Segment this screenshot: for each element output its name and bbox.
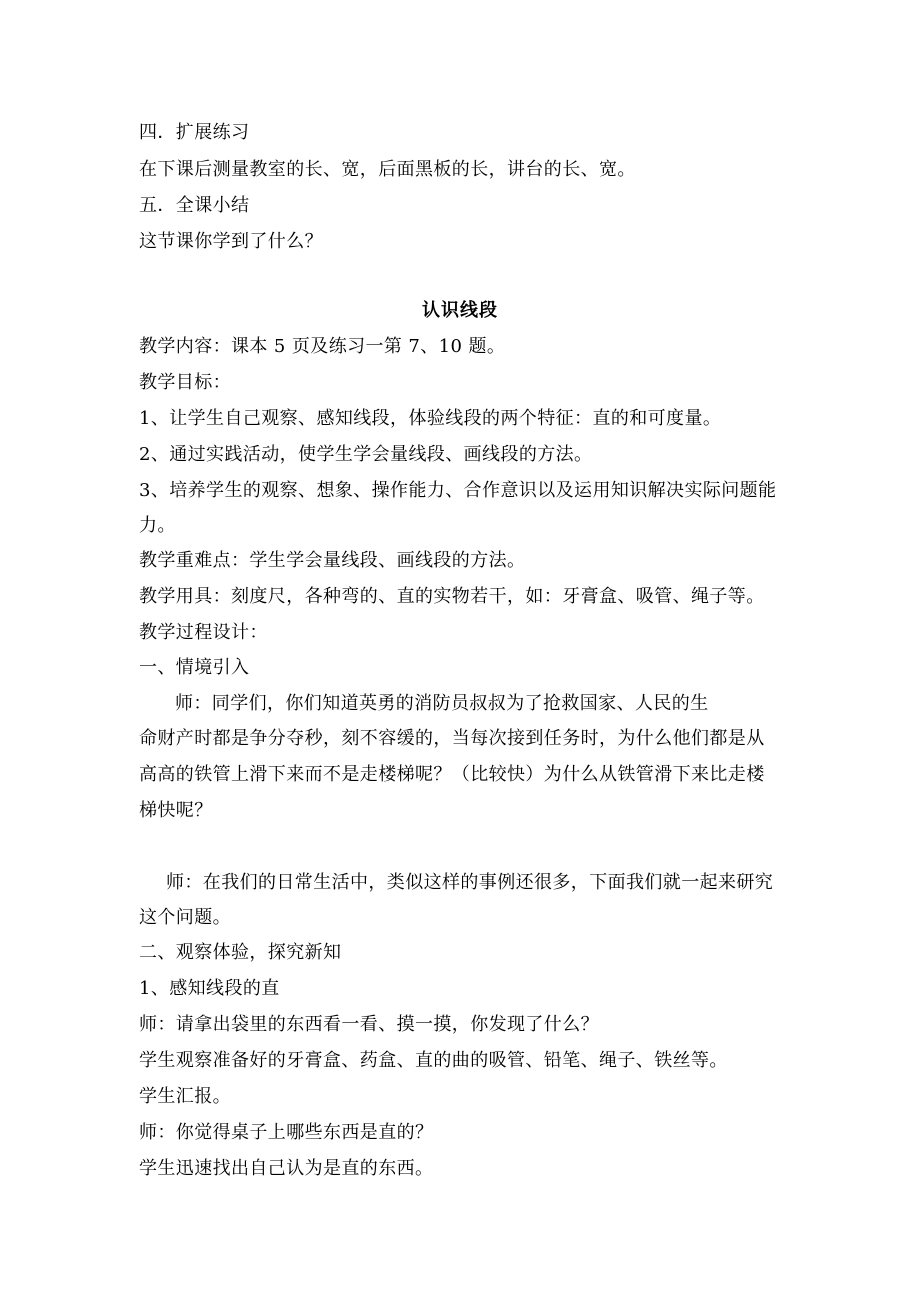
text-line: 在下课后测量教室的长、宽，后面黑板的长，讲台的长、宽。 [139,159,636,180]
text-line: 1、让学生自己观察、感知线段，体验线段的两个特征：直的和可度量。 [139,408,722,429]
lesson-title: 认识线段 [422,300,498,321]
text-line: 命财产时都是争分夺秒，刻不容缓的，当每次接到任务时，为什么他们都是从 [139,728,765,749]
text-line: 2、通过实践活动，使学生学会量线段、画线段的方法。 [139,444,593,465]
text-line: 高高的铁管上滑下来而不是走楼梯呢？（比较快）为什么从铁管滑下来比走楼 [139,764,765,785]
text-line: 教学目标： [139,372,231,393]
heading-summary: 五．全课小结 [139,195,250,216]
text-line: 师：你觉得桌子上哪些东西是直的？ [139,1122,434,1143]
text-line: 学生观察准备好的牙膏盒、药盒、直的曲的吸管、铅笔、绳子、铁丝等。 [139,1050,728,1071]
heading-observation: 二、观察体验，探究新知 [139,942,342,963]
text-line: 师：同学们，你们知道英勇的消防员叔叔为了抢救国家、人民的生 [175,693,709,714]
heading-extension-practice: 四．扩展练习 [139,122,250,143]
text-line: 师：在我们的日常生活中，类似这样的事例还很多，下面我们就一起来研究 [166,872,774,893]
text-line: 学生迅速找出自己认为是直的东西。 [139,1158,434,1179]
text-line: 教学内容：课本 5 页及练习一第 7、10 题。 [139,336,506,357]
heading-introduction: 一、情境引入 [139,657,250,678]
text-line: 1、感知线段的直 [139,978,280,999]
text-line: 梯快呢？ [139,800,213,821]
text-line: 3、培养学生的观察、想象、操作能力、合作意识以及运用知识解决实际问题能 [139,480,777,501]
text-line: 力。 [139,515,176,536]
text-line: 这节课你学到了什么？ [139,231,323,252]
text-line: 教学重难点：学生学会量线段、画线段的方法。 [139,550,526,571]
text-line: 教学过程设计： [139,622,268,643]
text-line: 这个问题。 [139,907,231,928]
text-line: 学生汇报。 [139,1086,231,1107]
text-line: 教学用具：刻度尺，各种弯的、直的实物若干，如：牙膏盒、吸管、绳子等。 [139,586,765,607]
text-line: 师：请拿出袋里的东西看一看、摸一摸，你发现了什么？ [139,1014,599,1035]
